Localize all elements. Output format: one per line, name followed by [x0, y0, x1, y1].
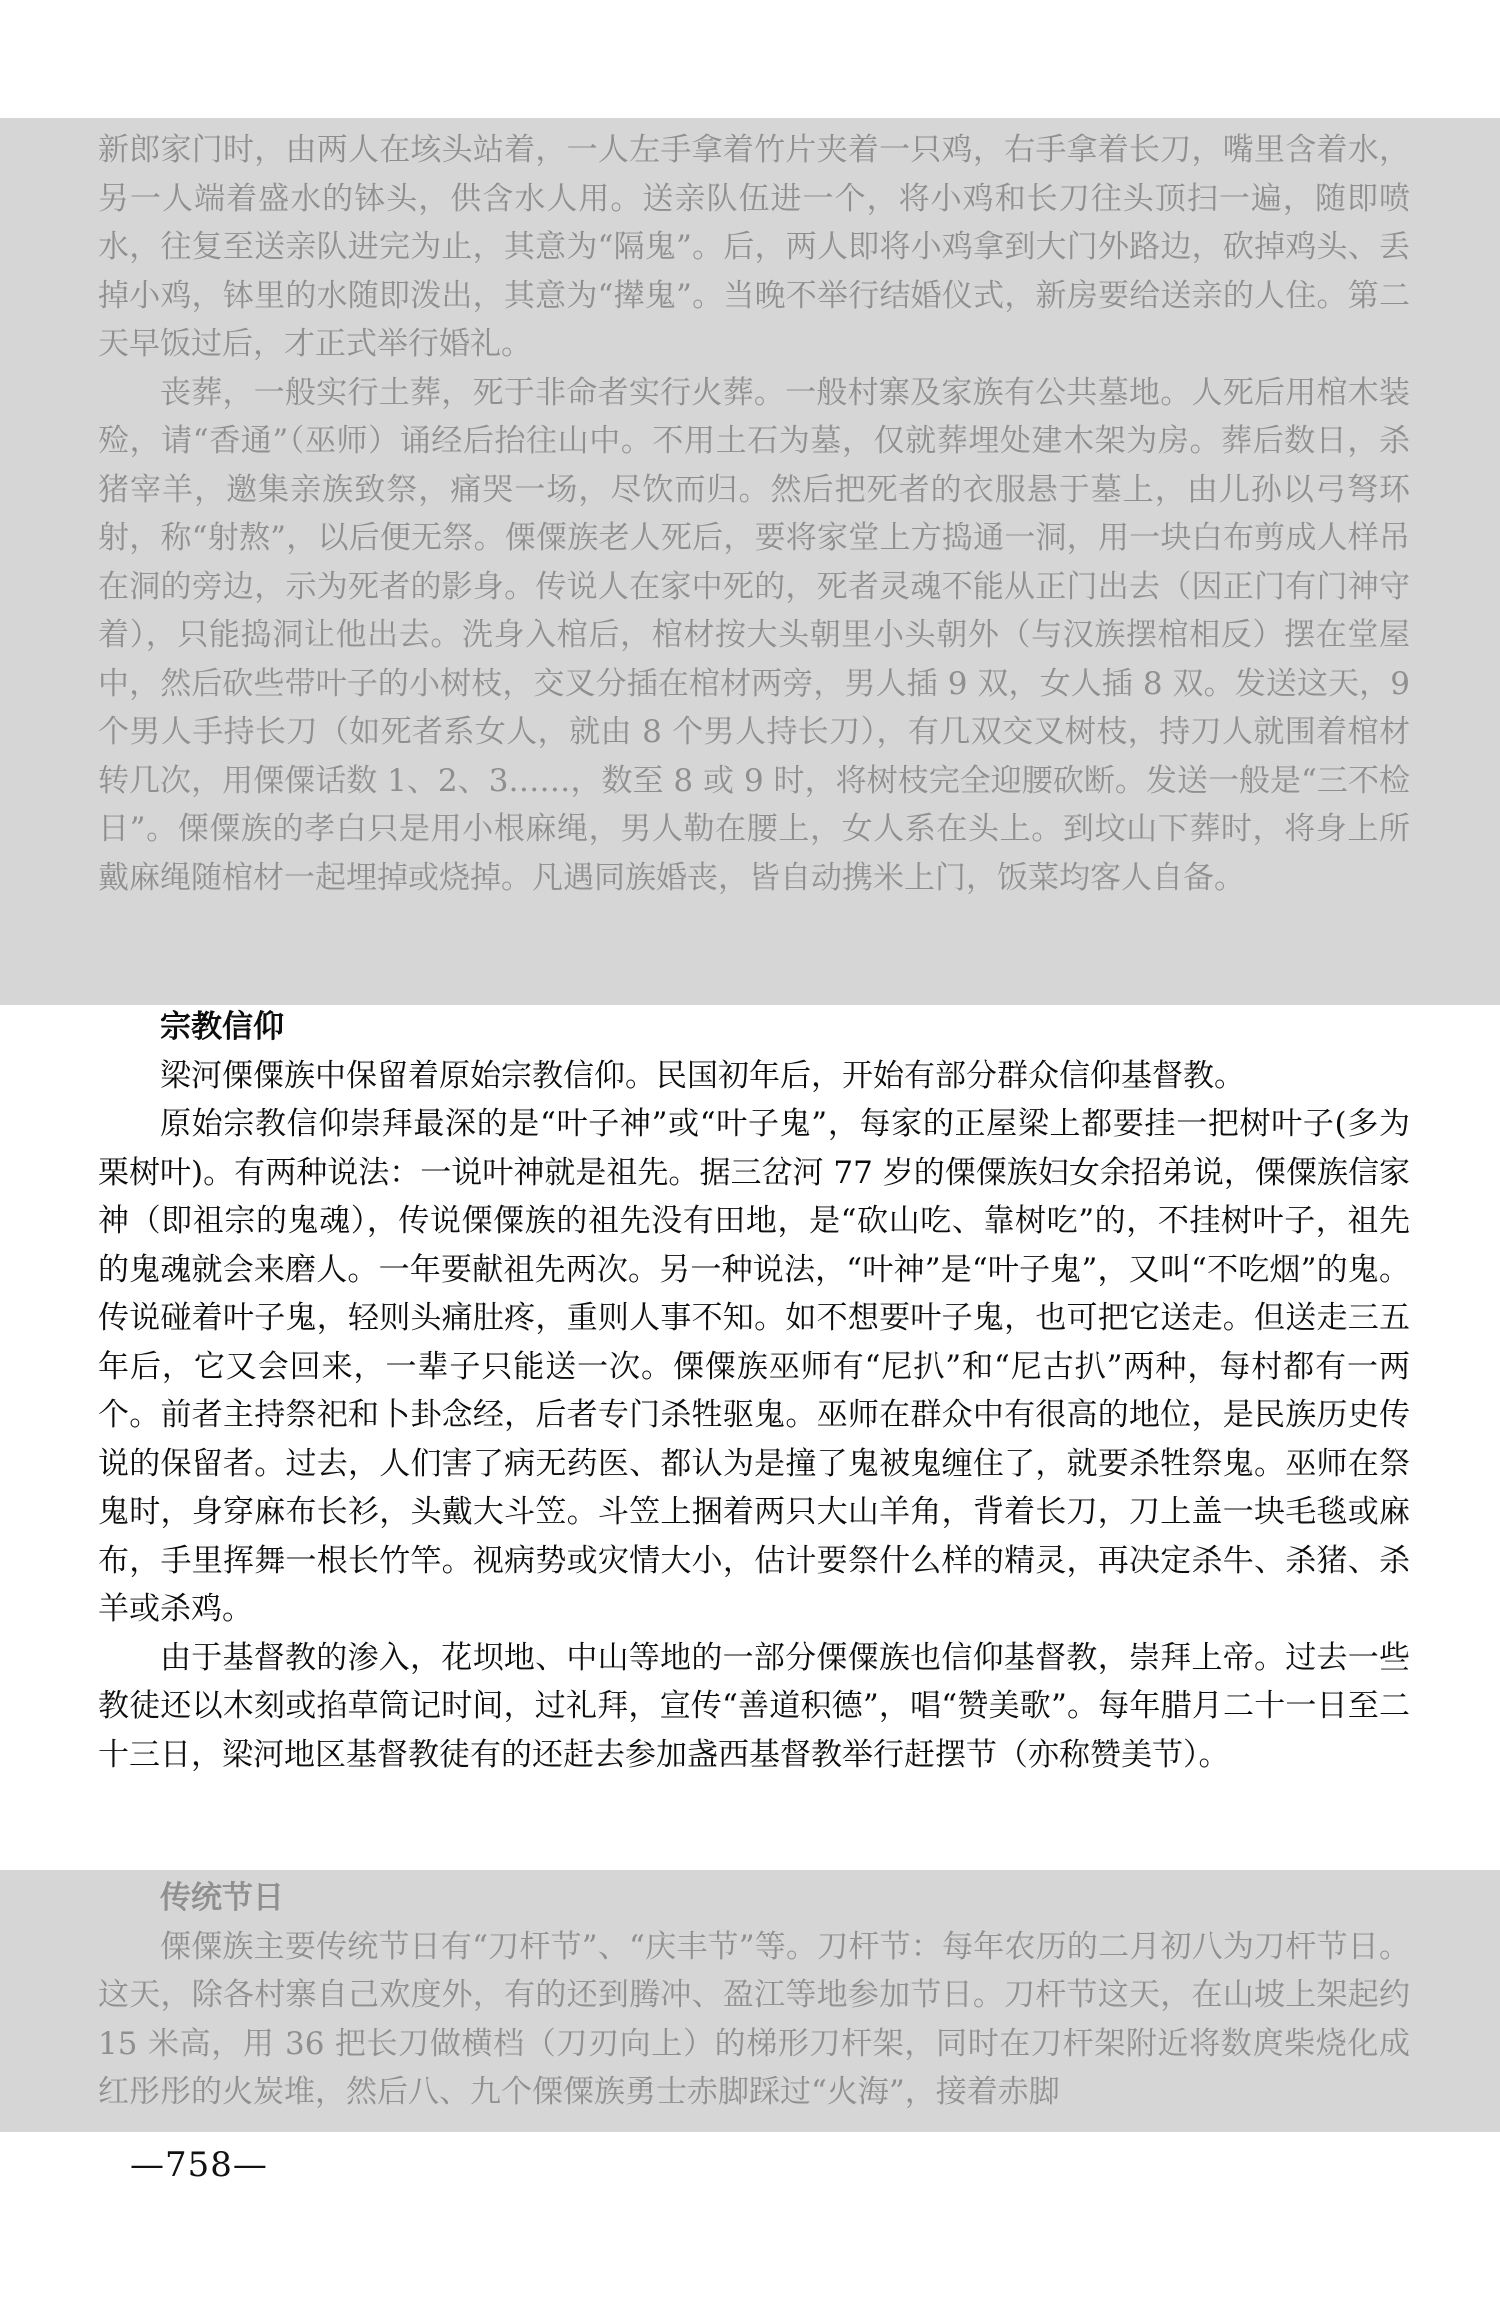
wedding-paragraph: 新郎家门时，由两人在垓头站着，一人左手拿着竹片夹着一只鸡，右手拿着长刀，嘴里含着水，另一人端着盛水的钵头，供含水人用。送亲队伍进一个，将小鸡和长刀往头顶扫一遍，随即喷水，往复至送亲队进完为止，其意为“隔鬼”。后，两人即将小鸡拿到大门外路边，砍掉鸡头、丢掉小鸡，钵里的水随即泼出，其意为“撵鬼”。当晚不举行结婚仪式，新房要给送亲的人住。第二天早饭过后，才正式举行婚礼。: [98, 132, 1410, 362]
religion-paragraph-intro: 梁河傈僳族中保留着原始宗教信仰。民国初年后，开始有部分群众信仰基督教。: [160, 1057, 1245, 1094]
festival-paragraph: 傈僳族主要传统节日有“刀杆节”、“庆丰节”等。刀杆节：每年农历的二月初八为刀杆节日。这天，除各村寨自己欢度外，有的还到腾冲、盈江等地参加节日。刀杆节这天，在山坡上架起约 15 米高，用 36 把长刀做横档（刀刃向上）的梯形刀杆架，同时在刀杆架附近将数庹柴烧化成红彤彤的火炭堆，然后八、九个傈僳族勇士赤脚踩过“火海”，接着赤脚: [98, 1928, 1410, 2110]
wedding-funeral-section: [98, 126, 1410, 902]
religion-section: [98, 1003, 1410, 1779]
festival-heading: 传统节日: [160, 1880, 284, 1916]
funeral-paragraph: 丧葬，一般实行土葬，死于非命者实行火葬。一般村寨及家族有公共墓地。人死后用棺木装殓，请“香通”（巫师）诵经后抬往山中。不用土石为墓，仅就葬埋处建木架为房。葬后数日，杀猪宰羊，邀集亲族致祭，痛哭一场，尽饮而归。然后把死者的衣服悬于墓上，由儿孙以弓弩环射，称“射熬”，以后便无祭。傈僳族老人死后，要将家堂上方捣通一洞，用一块白布剪成人样吊在洞的旁边，示为死者的影身。传说人在家中死的，死者灵魂不能从正门出去（因正门有门神守着），只能捣洞让他出去。洗身入棺后，棺材按大头朝里小头朝外（与汉族摆棺相反）摆在堂屋中，然后砍些带叶子的小树枝，交叉分插在棺材两旁，男人插 9 双，女人插 8 双。发送这天，9 个男人手持长刀（如死者系女人，就由 8 个男人持长刀），有几双交叉树枝，持刀人就围着棺材转几次，用傈僳话数 1、2、3……，数至 8 或 9 时，将树枝完全迎腰砍断。发送一般是“三不检日”。傈僳族的孝白只是用小根麻绳，男人勒在腰上，女人系在头上。到坟山下葬时，将身上所戴麻绳随棺材一起埋掉或烧掉。凡遇同族婚丧，皆自动携米上门，饭菜均客人自备。: [98, 374, 1410, 896]
religion-heading: 宗教信仰: [160, 1009, 284, 1045]
page-number: —758—: [130, 2145, 268, 2185]
religion-paragraph-leaf-spirit: 原始宗教信仰崇拜最深的是“叶子神”或“叶子鬼”，每家的正屋梁上都要挂一把树叶子(多为栗树叶)。有两种说法：一说叶神就是祖先。据三岔河 77 岁的傈僳族妇女余招弟说，傈僳族信家神（即祖宗的鬼魂），传说傈僳族的祖先没有田地，是“砍山吃、靠树吃”的，不挂树叶子，祖先的鬼魂就会来磨人。一年要献祖先两次。另一种说法，“叶神”是“叶子鬼”，又叫“不吃烟”的鬼。传说碰着叶子鬼，轻则头痛肚疼，重则人事不知。如不想要叶子鬼，也可把它送走。但送走三五年后，它又会回来，一辈子只能送一次。傈僳族巫师有“尼扒”和“尼古扒”两种，每村都有一两个。前者主持祭祀和卜卦念经，后者专门杀牲驱鬼。巫师在群众中有很高的地位，是民族历史传说的保留者。过去，人们害了病无药医、都认为是撞了鬼被鬼缠住了，就要杀牲祭鬼。巫师在祭鬼时，身穿麻布长衫，头戴大斗笠。斗笠上捆着两只大山羊角，背着长刀，刀上盖一块毛毯或麻布，手里挥舞一根长竹竿。视病势或灾情大小，估计要祭什么样的精灵，再决定杀牛、杀猪、杀羊或杀鸡。: [98, 1106, 1410, 1627]
festival-section: [98, 1874, 1410, 2117]
religion-paragraph-christianity: 由于基督教的渗入，花坝地、中山等地的一部分傈僳族也信仰基督教，崇拜上帝。过去一些教徒还以木刻或掐草筒记时间，过礼拜，宣传“善道积德”，唱“赞美歌”。每年腊月二十一日至二十三日，梁河地区基督教徒有的还赶去参加盏西基督教举行赶摆节（亦称赞美节）。: [98, 1639, 1410, 1773]
